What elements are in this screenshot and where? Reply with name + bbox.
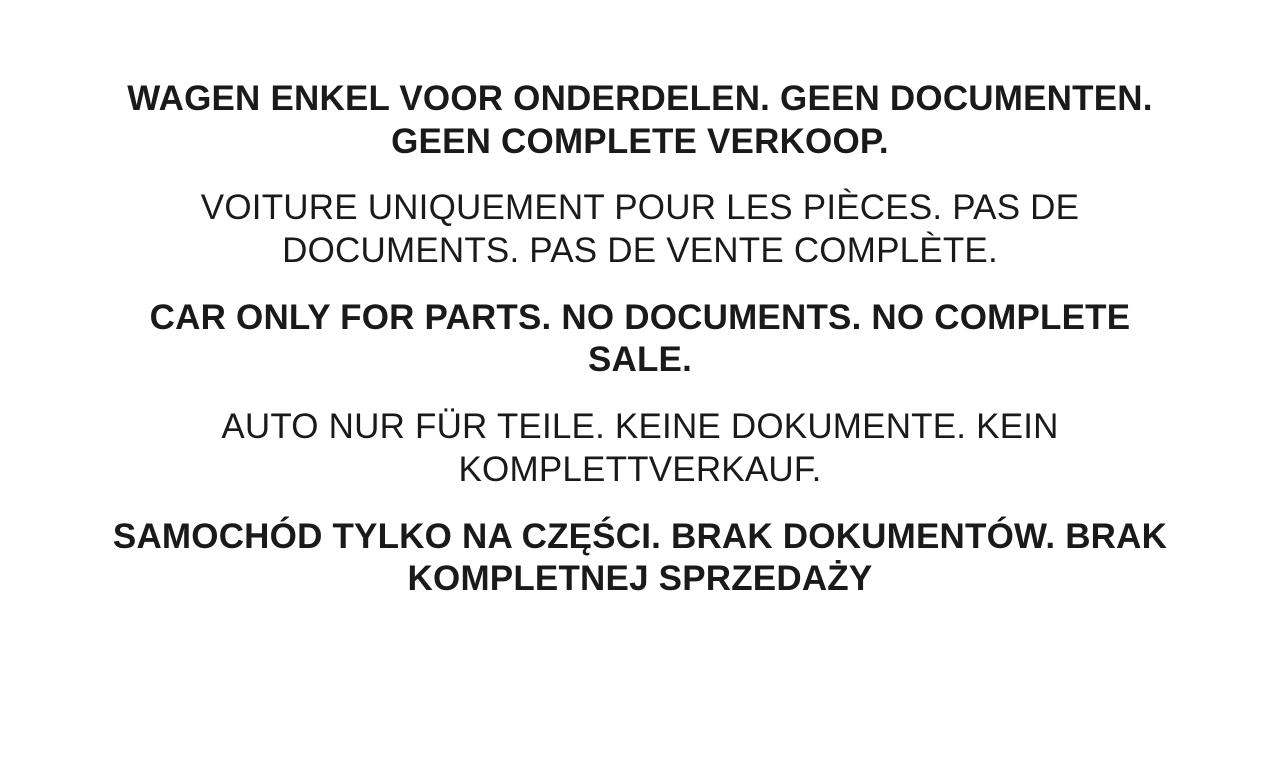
notice-text-english: CAR ONLY FOR PARTS. NO DOCUMENTS. NO COMPLETE SALE. bbox=[149, 297, 1131, 380]
notice-text-dutch: WAGEN ENKEL VOOR ONDERDELEN. GEEN DOCUMENTEN. GEEN COMPLETE VERKOOP. bbox=[127, 79, 1153, 161]
notice-text-german: AUTO NUR FÜR TEILE. KEINE DOKUMENTE. KEIN KOMPLETTVERKAUF. bbox=[221, 407, 1059, 489]
notice-text-polish: SAMOCHÓD TYLKO NA CZĘŚCI. BRAK DOKUMENTÓW. BRAK KOMPLETNEJ SPRZEDAŻY bbox=[112, 516, 1168, 599]
notice-text-french: VOITURE UNIQUEMENT POUR LES PIÈCES. PAS DE DOCUMENTS. PAS DE VENTE COMPLÈTE. bbox=[200, 188, 1080, 271]
